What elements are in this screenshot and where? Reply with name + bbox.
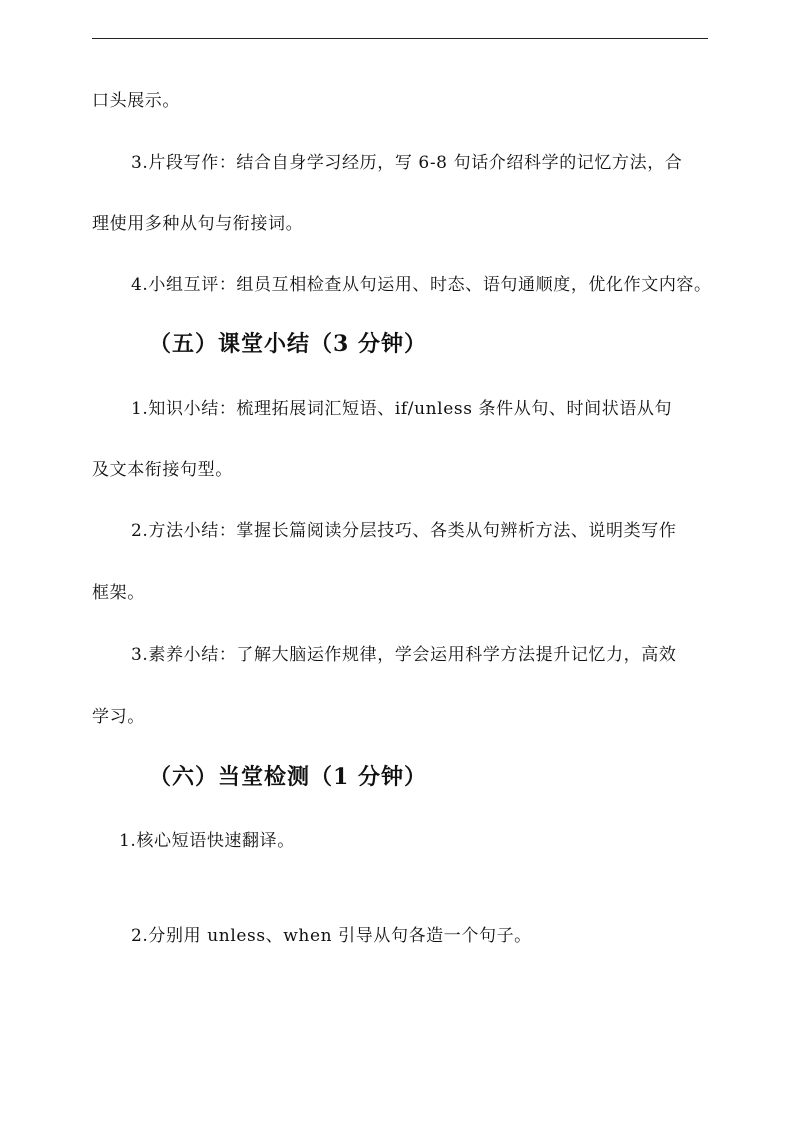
- summary-2-line-2: 框架。: [92, 583, 145, 603]
- summary-1-line-2: 及文本衔接句型。: [92, 460, 233, 480]
- header-rule: [92, 38, 708, 39]
- section-5-heading: （五）课堂小结（3 分钟）: [149, 331, 427, 357]
- summary-3-line-2: 学习。: [92, 707, 145, 727]
- step-3-line-2: 理使用多种从句与衔接词。: [92, 214, 304, 234]
- test-item-2: 2.分别用 unless、when 引导从句各造一个句子。: [131, 926, 532, 946]
- section-6-heading: （六）当堂检测（1 分钟）: [149, 764, 427, 790]
- step-4: 4.小组互评：组员互相检查从句运用、时态、语句通顺度，优化作文内容。: [131, 275, 712, 295]
- summary-2-line-1: 2.方法小结：掌握长篇阅读分层技巧、各类从句辨析方法、说明类写作: [131, 521, 677, 541]
- paragraph-continuation: 口头展示。: [92, 91, 180, 111]
- step-3-line-1: 3.片段写作：结合自身学习经历，写 6-8 句话介绍科学的记忆方法，合: [131, 153, 683, 173]
- summary-3-line-1: 3.素养小结：了解大脑运作规律，学会运用科学方法提升记忆力，高效: [131, 645, 677, 665]
- test-item-1: 1.核心短语快速翻译。: [119, 831, 295, 851]
- summary-1-line-1: 1.知识小结：梳理拓展词汇短语、if/unless 条件从句、时间状语从句: [131, 399, 673, 419]
